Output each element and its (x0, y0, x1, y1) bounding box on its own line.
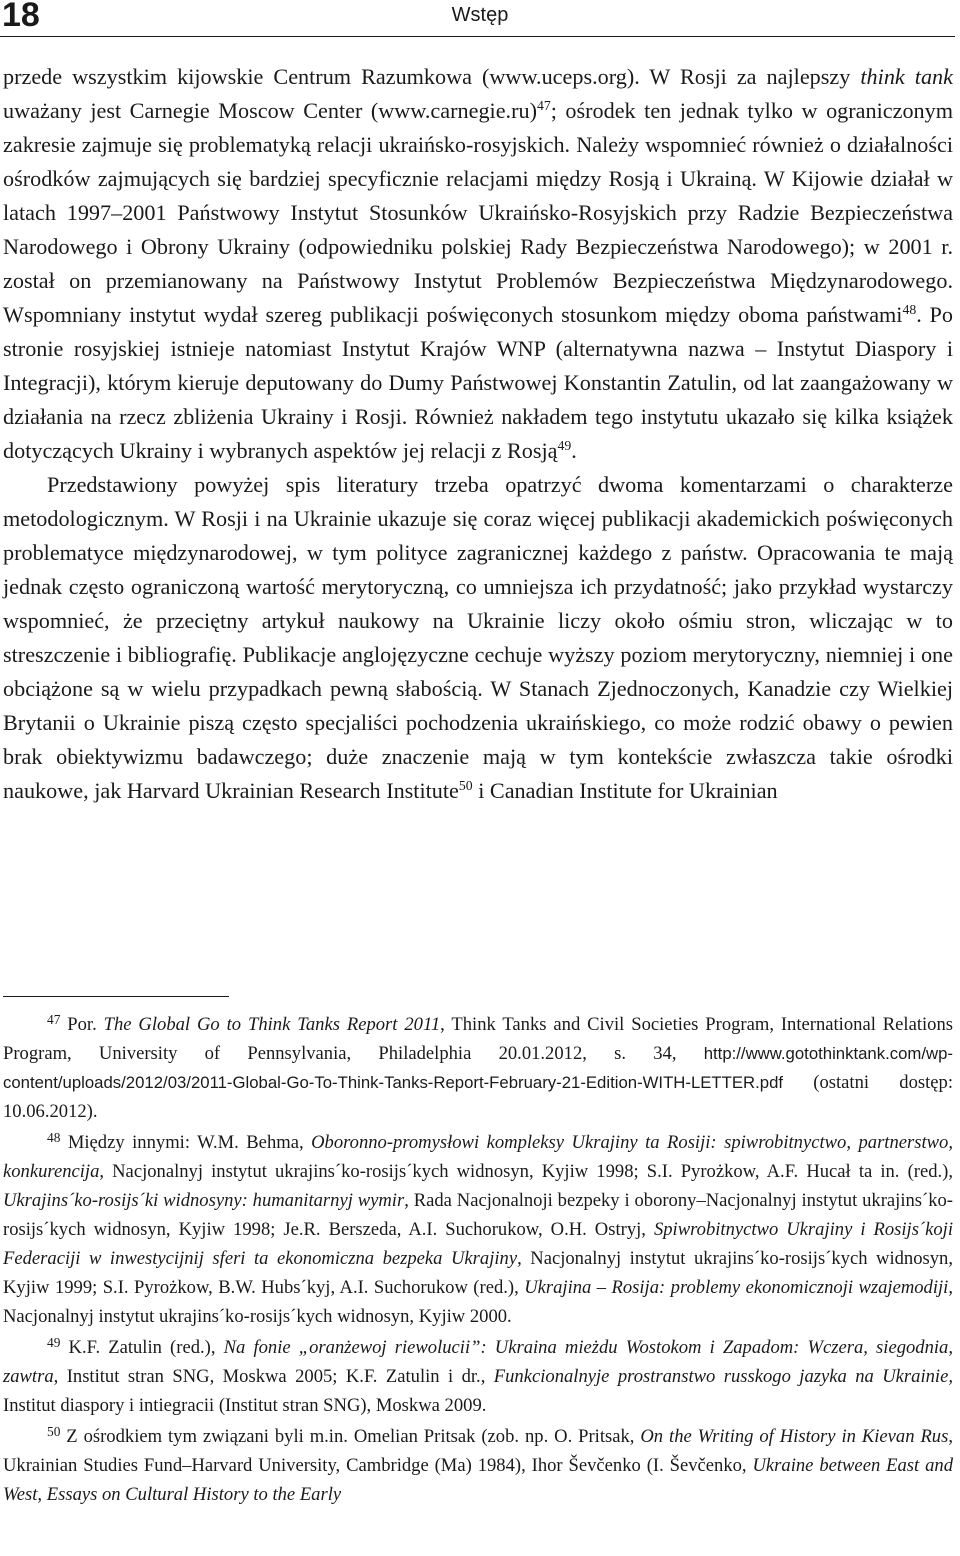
text-run: (ostatni dostęp: 10.06.2012). (3, 1072, 953, 1122)
text-run: Z ośrodkiem tym związani byli m.in. Omelian Pritsak (zob. np. O. Pritsak, (60, 1426, 641, 1447)
text-run: , Rada Nacjonalnoji bezpeky i oborony–Nacjonalnyj instytut ukrajins´ko-rosijs´kych widnosyn, Kyjiw 1998; Je.R. Berszeda, A.I. Suchorukow, O.H. Ostryj, (3, 1190, 953, 1240)
text-run: Między innymi: W.M. Behma, (60, 1132, 312, 1153)
footnote-number: 48 (47, 1129, 61, 1145)
footnote-number: 49 (47, 1334, 61, 1350)
text-run: . (571, 438, 577, 463)
footnote-48 (3, 1128, 953, 1331)
footnote-ref-50[interactable]: 50 (458, 778, 473, 794)
text-run: i Canadian Institute for Ukrainian (472, 778, 778, 803)
text-run: Przedstawiony powyżej spis literatury trzeba opatrzyć dwoma komentarzami o charakterze metodologicznym. W Rosji i na Ukrainie ukazuje się coraz więcej publikacji akademickich poświęconych problematyce międzynarodowej, w tym polityce zagranicznej każdego z państw. Opracowania te mają jednak często ograniczoną wartość merytoryczną, co umniejsza ich przydatność; jako przykład wystarczy wspomnieć, że przeciętny artykuł naukowy na Ukrainie liczy około ośmiu stron, wliczając w to streszczenie i bibliografię. Publikacje anglojęzyczne cechuje wyższy poziom merytoryczny, niemniej i one obciążone są w wielu przypadkach pewną słabością. W Stanach Zjednoczonych, Kanadzie czy Wielkiej Brytanii o Ukrainie piszą często specjaliści pochodzenia ukraińskiego, co może rodzić obawy o pewien brak obiektywizmu badawczego; duże znaczenie mają w tym kontekście zwłaszcza takie ośrodki naukowe, jak Harvard Ukrainian Research Institute (3, 472, 953, 803)
text-run: , Institut stran SNG, Moskwa 2005; K.F. Zatulin i dr., (53, 1366, 494, 1387)
text-run: K.F. Zatulin (red.), (60, 1337, 224, 1358)
text-run: , Nacjonalnyj instytut ukrajins´ko-rosijs´kych widnosyn, Kyjiw 1999; S.I. Pyrożkow, B.W. Hubs´kyj, A.I. Suchorukow (red.), (3, 1248, 954, 1298)
page-number: 18 (2, 0, 40, 34)
footnote-47 (3, 1010, 953, 1126)
italic-title: Na fonie „oranżewoj riewolucii”: Ukraina mieżdu Wostokom i Zapadom: Wczera, siegodnia, zawtra (3, 1337, 953, 1387)
footnote-number: 47 (47, 1011, 61, 1027)
footnote-ref-47[interactable]: 47 (536, 98, 551, 114)
italic-title: Funkcionalnyje prostranstwo russkogo jazyka na Ukrainie, (493, 1366, 953, 1387)
text-run: Institut diaspory i intiegracii (Institut stran SNG), Moskwa 2009. (3, 1395, 487, 1416)
footnote-link[interactable]: http://www.gotothinktank.com/wp-content/uploads/2012/03/2011-Global-Go-To-Think-Tanks-Report-February-21-Edition-WITH-LETTER.pdf (3, 1044, 953, 1092)
italic-term: think tank (860, 64, 953, 89)
italic-title: Ukraine between East and West, Essays on Cultural History to the Early (3, 1455, 953, 1505)
text-run: Por. (60, 1014, 104, 1035)
text-run: , Nacjonalnyj instytut ukrajins´ko-rosijs´kych widnosyn, Kyjiw 1998; S.I. Pyrożkow, A.F. Hucał ta in. (red.), (99, 1161, 953, 1182)
text-run: , Nacjonalnyj instytut ukrajins´ko-rosijs´kych widnosyn, Kyjiw 2000. (3, 1277, 954, 1327)
running-title: Wstęp (451, 4, 509, 26)
italic-title: Ukrajina – Rosija: problemy ekonomicznoji wzajemodiji (524, 1277, 949, 1298)
footnote-ref-48[interactable]: 48 (902, 302, 917, 318)
main-text (3, 60, 953, 808)
italic-title: Oboronno-promysłowi kompleksy Ukrajiny ta Rosiji: spiwrobitnyctwo, partnerstwo, konkurencija (3, 1132, 954, 1182)
text-run: ; ośrodek ten jednak tylko w ograniczonym zakresie zajmuje się problematyką relacji ukraińsko-rosyjskich. Należy wspomnieć również o działalności ośrodków zajmujących się bardziej specyficznie relacjami między Rosją i Ukrainą. W Kijowie działał w latach 1997–2001 Państwowy Instytut Stosunków Ukraińsko-Rosyjskich przy Radzie Bezpieczeństwa Narodowego i Obrony Ukrainy (odpowiedniku polskiej Rady Bezpieczeństwa Narodowego); w 2001 r. został on przemianowany na Państwowy Instytut Problemów Bezpieczeństwa Międzynarodowego. Wspomniany instytut wydał szereg publikacji poświęconych stosunkom między oboma państwami (3, 98, 953, 327)
italic-title: Ukrajins´ko-rosijs´ki widnosyny: humanitarnyj wymir (3, 1190, 405, 1211)
paragraph-2 (3, 468, 953, 808)
italic-title: Spiwrobitnyctwo Ukrajiny i Rosijs´koji Federaciji w inwestycijnij sferi ta ekonomiczna bezpeka Ukrajiny (3, 1219, 954, 1269)
header-divider (0, 36, 955, 37)
footnote-divider (3, 996, 229, 997)
footnote-ref-49[interactable]: 49 (557, 438, 572, 454)
paragraph-1 (3, 60, 953, 468)
text-run: uważany jest Carnegie Moscow Center (www.carnegie.ru) (3, 98, 537, 123)
footnote-50 (3, 1422, 953, 1509)
text-run: , Think Tanks and Civil Societies Program, International Relations Program, University of Pennsylvania, Philadelphia 20.01.2012, s. 34, (3, 1014, 953, 1064)
footnote-number: 50 (47, 1423, 61, 1439)
page-header (0, 0, 960, 40)
footnotes (3, 1010, 953, 1509)
italic-title: On the Writing of History in Kievan Rus (640, 1426, 949, 1447)
text-run: przede wszystkim kijowskie Centrum Razumkowa (www.uceps.org). W Rosji za najlepszy (3, 64, 861, 89)
text-run: , Ukrainian Studies Fund–Harvard University, Cambridge (Ma) 1984), Ihor Ševčenko (I. Ševčenko, (3, 1426, 953, 1476)
italic-title: The Global Go to Think Tanks Report 2011 (103, 1014, 441, 1035)
footnote-49 (3, 1333, 953, 1420)
text-run: . Po stronie rosyjskiej istnieje natomiast Instytut Krajów WNP (alternatywna nazwa – Instytut Diaspory i Integracji), którym kieruje deputowany do Dumy Państwowej Konstantin Zatulin, od lat zaangażowany w działania na rzecz zbliżenia Ukrainy i Rosji. Również nakładem tego instytutu ukazało się kilka książek dotyczących Ukrainy i wybranych aspektów jej relacji z Rosją (3, 302, 953, 463)
